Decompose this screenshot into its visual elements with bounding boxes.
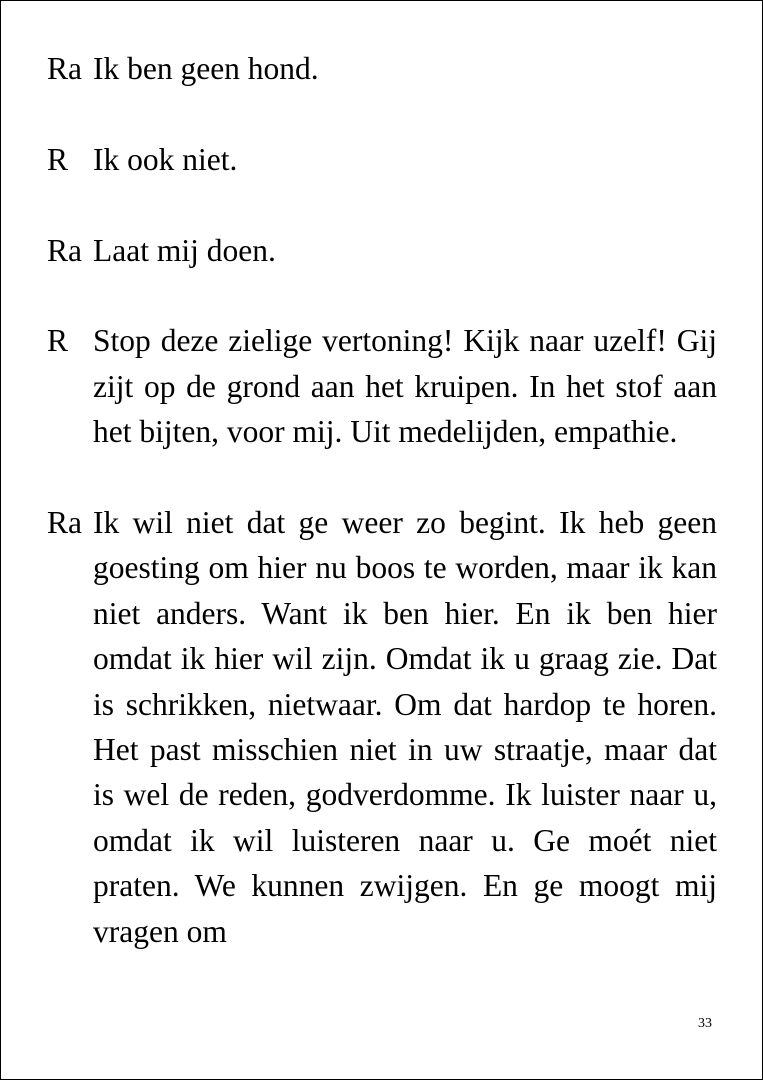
dialogue-text: Stop deze zielige vertoning! Kijk naar uzelf! Gij zijt op de grond aan het kruipen. In het stof aan het bijten, voor mij. Uit medelijden, empathie. bbox=[93, 323, 717, 450]
speaker-label: R bbox=[47, 141, 69, 177]
dialogue-text: Laat mij doen. bbox=[93, 232, 276, 268]
dialogue-text: Ik ben geen hond. bbox=[93, 51, 319, 86]
dialogue-text: Ik wil niet dat ge weer zo begint. Ik heb geen goesting om hier nu boos te worden, maar ik kan niet anders. Want ik ben hier. En ik ben hier omdat ik hier wil zijn. Omdat ik u graag zie. Dat is schrikken, nietwaar. Om dat hardop te horen. Het past misschien niet in uw straatje, maar dat is wel de reden, godverdomme. Ik luister naar u, omdat ik wil luisteren naar u. Ge moét niet praten. We kunnen zwijgen. En ge moogt mij vragen om bbox=[93, 505, 717, 949]
speaker-label: R bbox=[47, 323, 69, 359]
speaker-label: Ra bbox=[47, 232, 82, 268]
dialogue-body bbox=[47, 46, 717, 954]
dialogue-line bbox=[47, 500, 717, 954]
dialogue-text: Ik ook niet. bbox=[93, 141, 238, 177]
speaker-label: Ra bbox=[47, 505, 82, 540]
dialogue-line bbox=[47, 318, 717, 454]
page-number: 33 bbox=[698, 1016, 712, 1031]
dialogue-line bbox=[47, 46, 717, 91]
speaker-label: Ra bbox=[47, 51, 82, 86]
dialogue-line bbox=[47, 137, 717, 182]
dialogue-line bbox=[47, 228, 717, 273]
